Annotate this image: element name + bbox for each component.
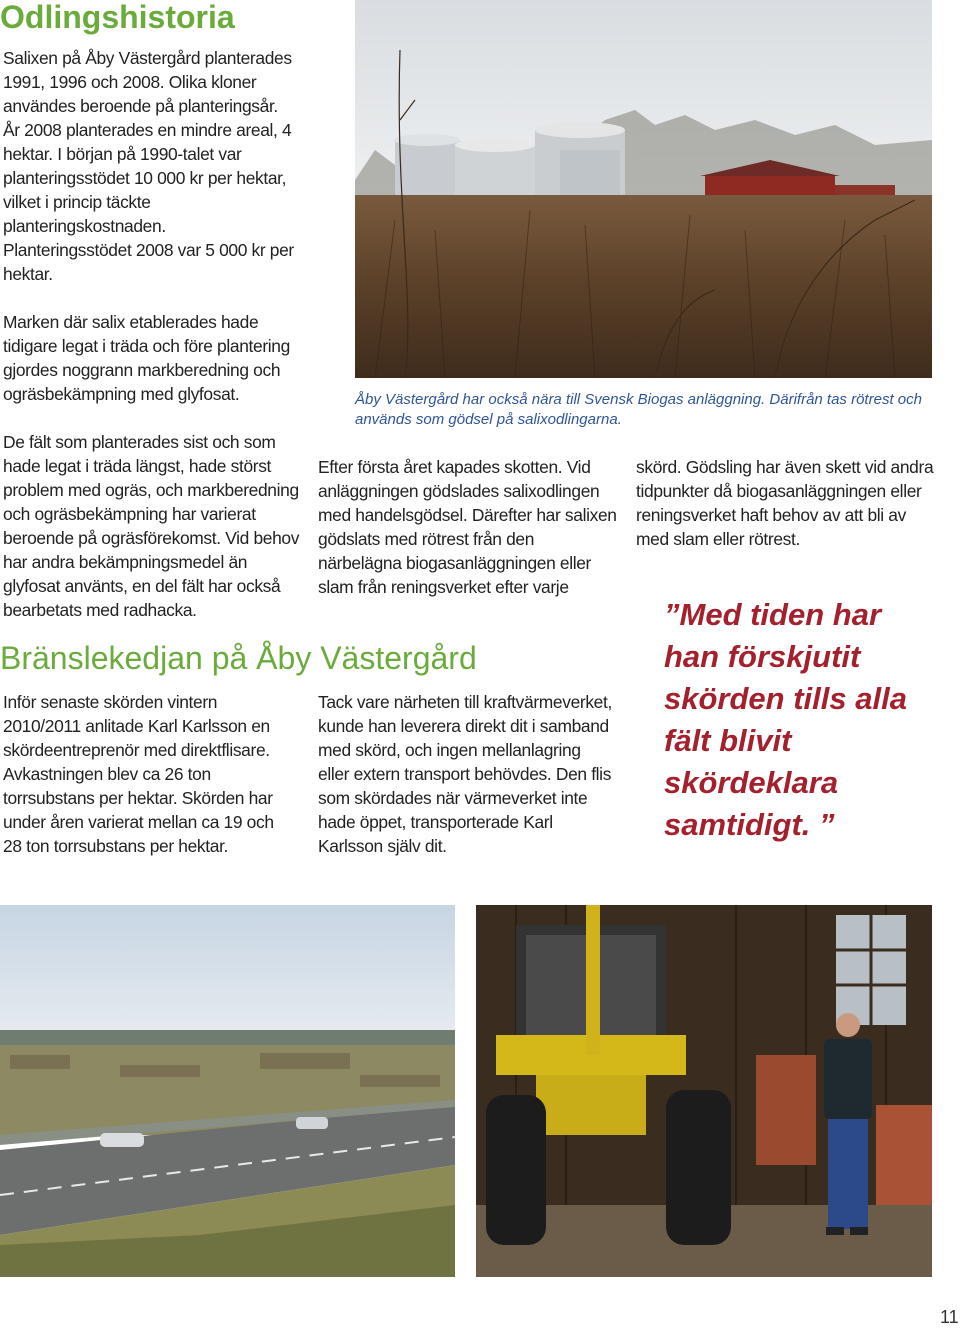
- paragraph-weed-control: De fält som planterades sist och som hade legat i träda längst, hade störst problem med ogräs, och markberedning och ogräsbekämpning har varierat beroende på ogräsförekomst. Vid behov har andra bekämpningsmedel än glyfosat använts, en del fält har också bearbetats med radhacka.: [3, 432, 300, 620]
- photo-wheel-loader-barn: [476, 905, 932, 1277]
- section-title-branslekedjan: Bränslekedjan på Åby Västergård: [0, 640, 477, 676]
- page-number: 11: [940, 1307, 959, 1327]
- photo-road-landscape: [0, 905, 455, 1277]
- paragraph-delivery: Tack vare närheten till kraftvärmeverket, kunde han leverera direkt dit i samband med skörd, och ingen mellanlagring eller extern transport behövdes. Den flis som skördades när värmeverket inte hade öppet, transporterade Karl Karlsson själv dit.: [318, 692, 612, 856]
- paragraph-fertilization-continued: skörd. Gödsling har även skett vid andra tidpunkter då biogasanläggningen eller reningsverket haft behov av att bli av med slam eller rötrest.: [636, 457, 934, 549]
- paragraph-planting-history: Salixen på Åby Västergård planterades 1991, 1996 och 2008. Olika kloner användes beroende på planteringsår. År 2008 planterades en mindre areal, 4 hektar. I början på 1990-talet var planteringsstödet 10 000 kr per hektar, vilket i princip täckte planteringskostnaden. Planteringsstödet 2008 var 5 000 kr per hektar.: [3, 48, 294, 284]
- photo-biogas-plant: [355, 0, 932, 378]
- pull-quote: ”Med tiden har han förskjutit skörden tills alla fält blivit skördeklara samtidigt. ”: [664, 597, 907, 842]
- paragraph-soil-preparation: Marken där salix etablerades hade tidigare legat i träda och före plantering gjordes noggrann markberedning och ogräsbekämpning med glyfosat.: [3, 312, 290, 404]
- photo-caption-biogas: Åby Västergård har också nära till Svensk Biogas anläggning. Därifrån tas rötrest och används som gödsel på salixodlingarna.: [355, 391, 922, 428]
- paragraph-fertilization: Efter första året kapades skotten. Vid anläggningen gödslades salixodlingen med handelsgödsel. Därefter har salixen gödslats med rötrest från den närbelägna biogasanläggningen eller slam från reningsverket efter varje: [318, 457, 617, 597]
- section-title-odlingshistoria: Odlingshistoria: [0, 0, 235, 35]
- left-column-text: [3, 46, 303, 622]
- paragraph-harvest: Inför senaste skörden vintern 2010/2011 anlitade Karl Karlsson en skördeentreprenör med direktflisare. Avkastningen blev ca 26 ton torrsubstans per hektar. Skörden har under åren varierat mellan ca 19 och 28 ton torrsubstans per hektar.: [3, 692, 274, 856]
